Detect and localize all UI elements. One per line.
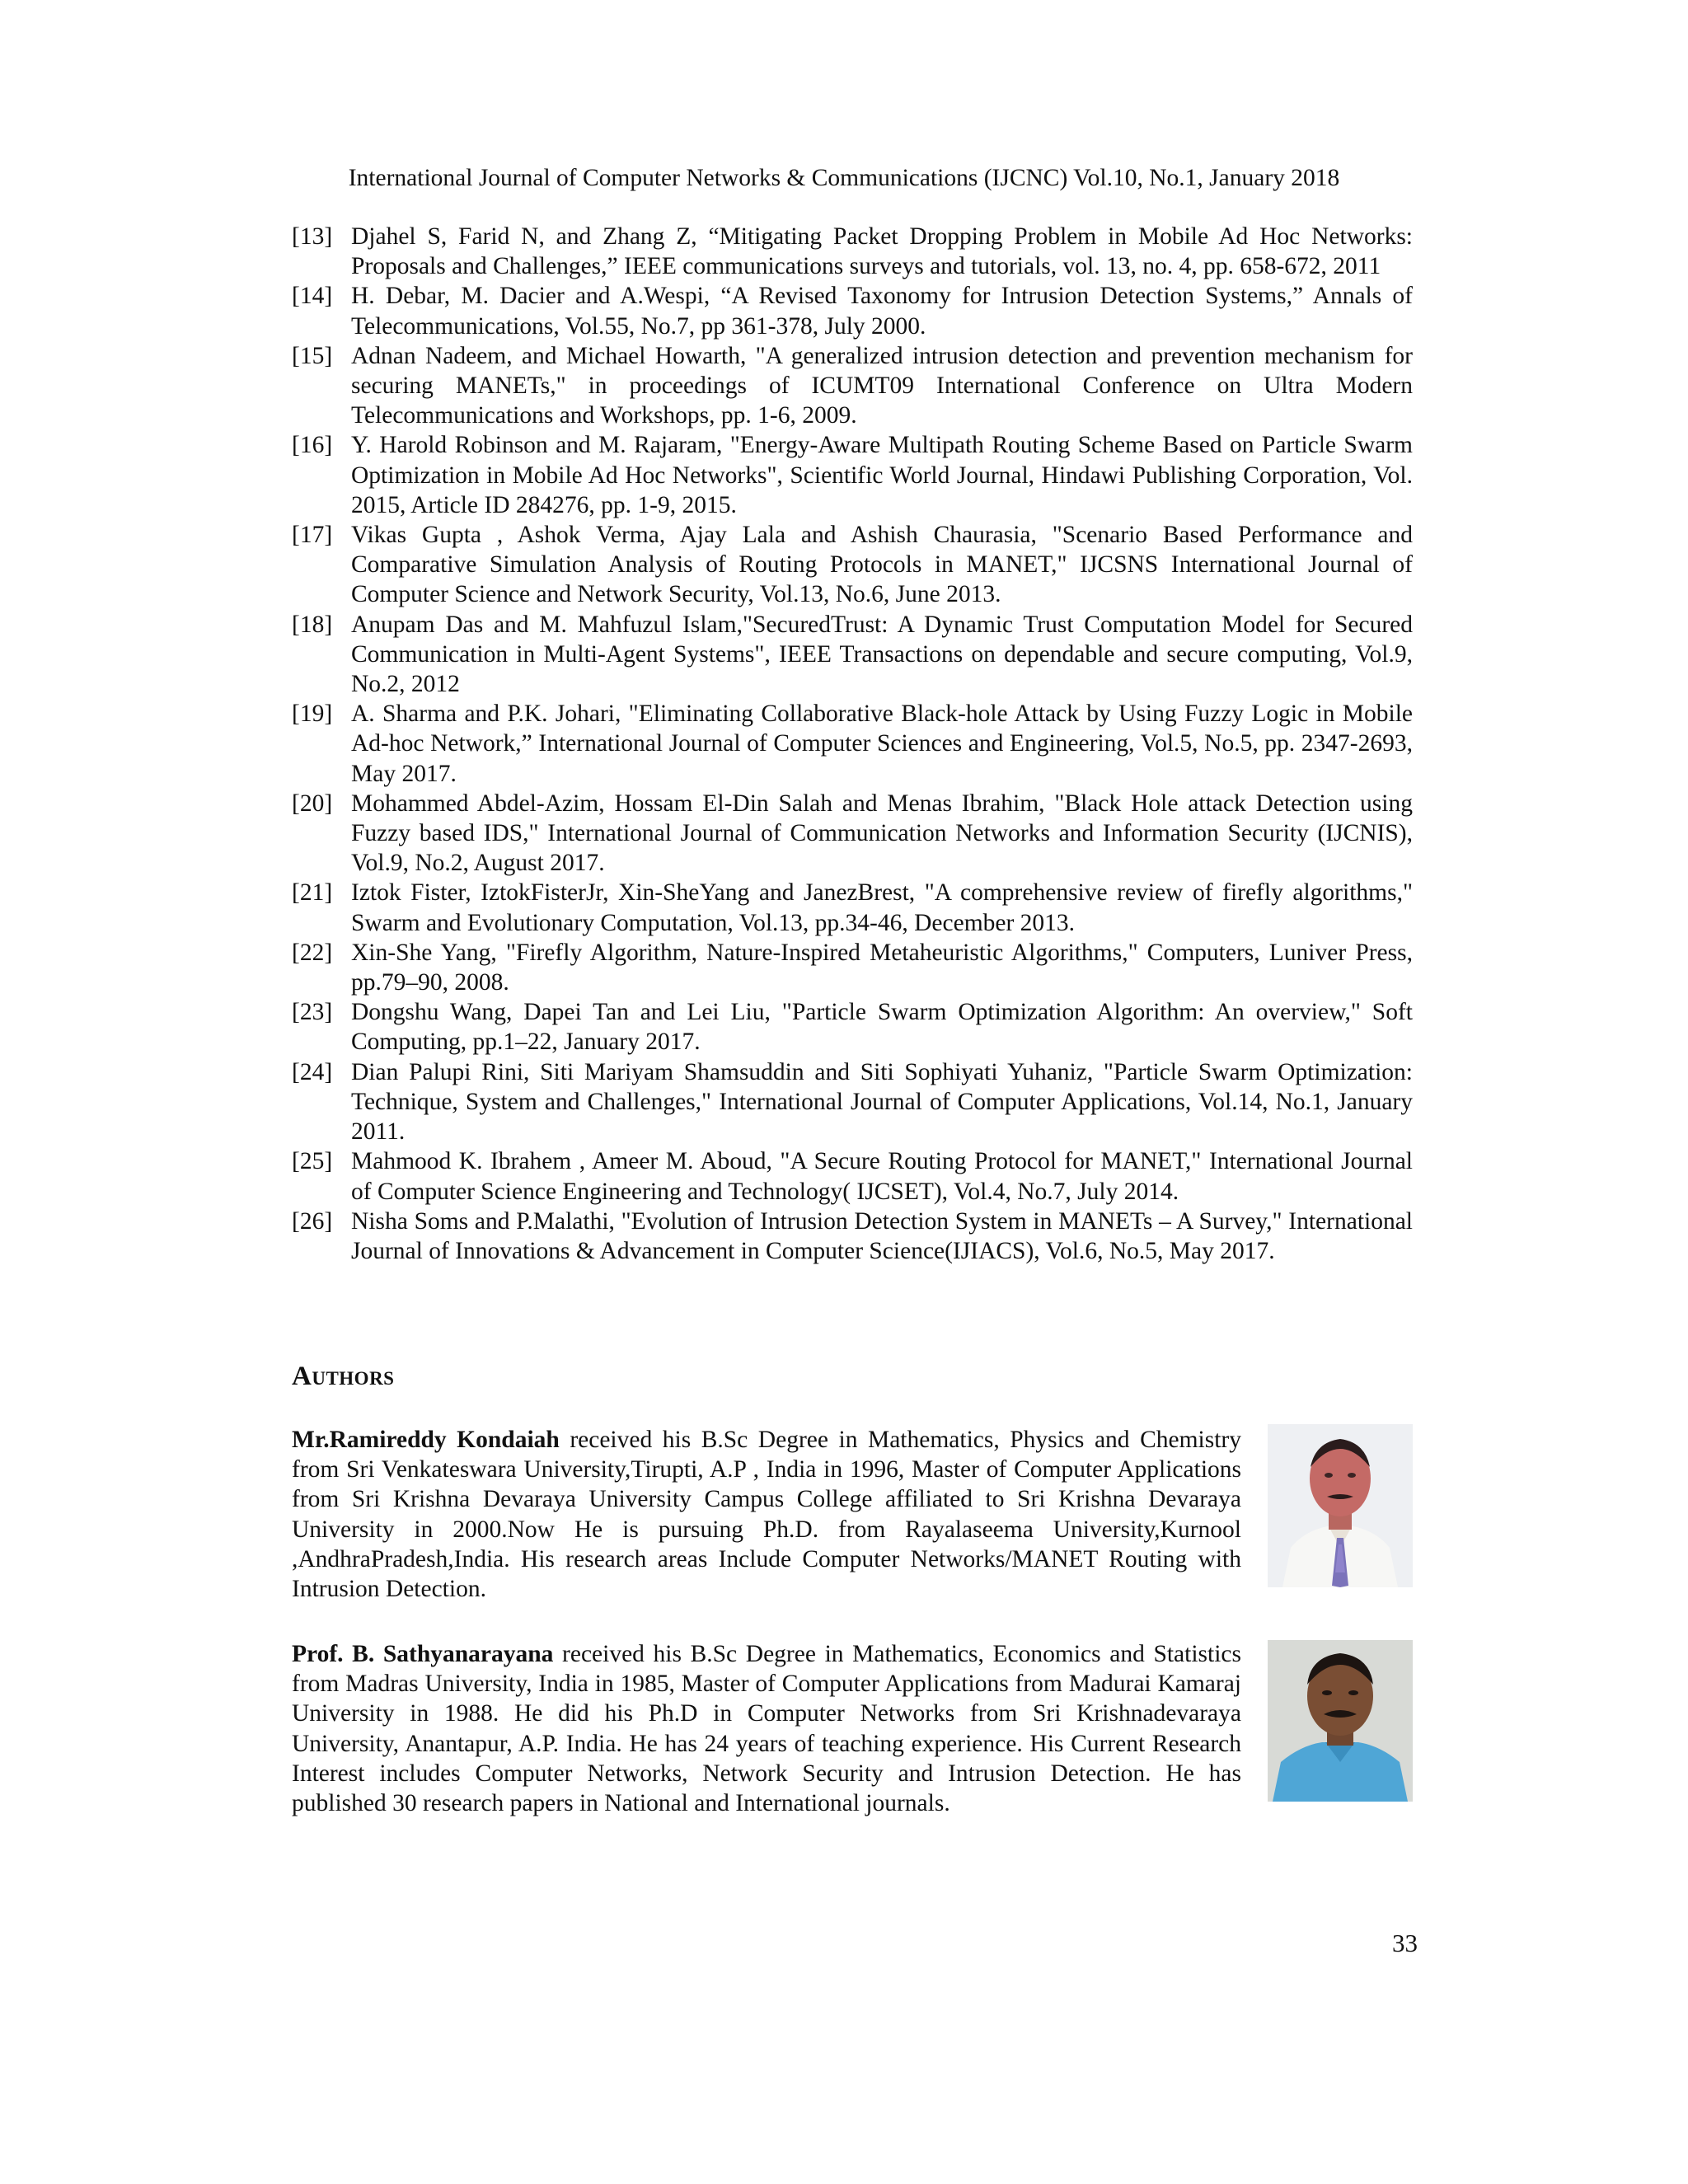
reference-text: Vikas Gupta , Ashok Verma, Ajay Lala and Ashish Chaurasia, "Scenario Based Performance and Comparative Simulation Analysis of Routing Protocols in MANET," IJCSNS International Journal of Computer Science and Network Security, Vol.13, No.6, June 2013. xyxy=(351,522,1413,608)
reference-item xyxy=(292,938,1413,997)
reference-number: [16] xyxy=(292,432,333,459)
reference-number: [15] xyxy=(292,342,333,369)
reference-item xyxy=(292,1146,1413,1206)
reference-text: Xin-She Yang, "Firefly Algorithm, Nature-Inspired Metaheuristic Algorithms," Computers, Luniver Press, pp.79–90, 2008. xyxy=(351,939,1413,996)
author-bio-text: received his B.Sc Degree in Mathematics, Economics and Statistics from Madras University, India in 1985, Master of Computer Applications from Madurai Kamaraj University in 1988. He did his Ph.D in Computer Networks from Sri Krishnadevaraya University, Anantapur, A.P. India. He has 24 years of teaching experience. His Current Research Interest includes Computer Networks, Network Security and Intrusion Detection. He has published 30 research papers in National and International journals. xyxy=(292,1641,1241,1817)
reference-item xyxy=(292,520,1413,610)
reference-item xyxy=(292,699,1413,789)
reference-list xyxy=(292,222,1413,1266)
reference-text: Djahel S, Farid N, and Zhang Z, “Mitigating Packet Dropping Problem in Mobile Ad Hoc Networks: Proposals and Challenges,” IEEE communications surveys and tutorials, vol. 13, no. 4, pp. 658-672, 2011 xyxy=(351,223,1413,280)
reference-number: [20] xyxy=(292,790,333,817)
author-photo xyxy=(1268,1640,1413,1802)
reference-number: [24] xyxy=(292,1058,333,1085)
reference-number: [26] xyxy=(292,1207,333,1235)
reference-number: [22] xyxy=(292,939,333,966)
author-photo xyxy=(1268,1424,1413,1587)
reference-text: Dongshu Wang, Dapei Tan and Lei Liu, "Particle Swarm Optimization Algorithm: An overview," Soft Computing, pp.1–22, January 2017. xyxy=(351,999,1413,1056)
authors-heading: Authors xyxy=(292,1361,395,1391)
reference-text: Mahmood K. Ibrahem , Ameer M. Aboud, "A Secure Routing Protocol for MANET," International Journal of Computer Science Engineering and Technology( IJCSET), Vol.4, No.7, July 2014. xyxy=(351,1148,1413,1205)
reference-text: Dian Palupi Rini, Siti Mariyam Shamsuddin and Siti Sophiyati Yuhaniz, "Particle Swarm Optimization: Technique, System and Challenges," International Journal of Computer Applications, Vol.14, No.1, January 2011. xyxy=(351,1058,1413,1146)
reference-text: Nisha Soms and P.Malathi, "Evolution of Intrusion Detection System in MANETs – A Survey," International Journal of Innovations & Advancement in Computer Science(IJIACS), Vol.6, No.5, May 2017. xyxy=(351,1207,1413,1264)
author-portrait-image xyxy=(1268,1640,1413,1802)
reference-text: H. Debar, M. Dacier and A.Wespi, “A Revised Taxonomy for Intrusion Detection Systems,” Annals of Telecommunications, Vol.55, No.7, pp 361-378, July 2000. xyxy=(351,283,1413,340)
author-bio xyxy=(292,1639,1241,1818)
reference-number: [14] xyxy=(292,283,333,310)
reference-number: [17] xyxy=(292,522,333,549)
reference-number: [23] xyxy=(292,999,333,1026)
reference-text: Mohammed Abdel-Azim, Hossam El-Din Salah and Menas Ibrahim, "Black Hole attack Detection using Fuzzy based IDS," International Journal of Communication Networks and Information Security (IJCNIS), Vol.9, No.2, August 2017. xyxy=(351,790,1413,877)
reference-text: Adnan Nadeem, and Michael Howarth, "A generalized intrusion detection and prevention mechanism for securing MANETs," in proceedings of ICUMT09 International Conference on Ultra Modern Telecommunications and Workshops, pp. 1-6, 2009. xyxy=(351,342,1413,429)
reference-item xyxy=(292,610,1413,700)
reference-item xyxy=(292,997,1413,1057)
reference-text: Iztok Fister, IztokFisterJr, Xin-SheYang and JanezBrest, "A comprehensive review of firefly algorithms," Swarm and Evolutionary Computation, Vol.13, pp.34-46, December 2013. xyxy=(351,879,1413,936)
author-name: Mr.Ramireddy Kondaiah xyxy=(292,1427,560,1453)
reference-item xyxy=(292,341,1413,431)
reference-number: [25] xyxy=(292,1148,333,1175)
reference-text: Anupam Das and M. Mahfuzul Islam,"SecuredTrust: A Dynamic Trust Computation Model for Secured Communication in Multi-Agent Systems", IEEE Transactions on dependable and secure computing, Vol.9, No.2, 2012 xyxy=(351,611,1413,698)
reference-number: [19] xyxy=(292,701,333,728)
reference-item xyxy=(292,430,1413,520)
running-header: International Journal of Computer Networks & Communications (IJCNC) Vol.10, No.1, January 2018 xyxy=(348,165,1340,191)
author-name: Prof. B. Sathyanarayana xyxy=(292,1641,554,1667)
author-portrait-image xyxy=(1268,1424,1413,1587)
reference-text: Y. Harold Robinson and M. Rajaram, "Energy-Aware Multipath Routing Scheme Based on Particle Swarm Optimization in Mobile Ad Hoc Networks", Scientific World Journal, Hindawi Publishing Corporation, Vol. 2015, Article ID 284276, pp. 1-9, 2015. xyxy=(351,432,1413,518)
reference-text: A. Sharma and P.K. Johari, "Eliminating Collaborative Black-hole Attack by Using Fuzzy Logic in Mobile Ad-hoc Network,” International Journal of Computer Sciences and Engineering, Vol.5, No.5, pp. 2347-2693, May 2017. xyxy=(351,701,1413,787)
reference-item xyxy=(292,1207,1413,1266)
reference-item xyxy=(292,281,1413,340)
page-number: 33 xyxy=(1392,1929,1418,1957)
reference-item xyxy=(292,222,1413,281)
author-bio xyxy=(292,1425,1241,1604)
reference-number: [18] xyxy=(292,611,333,638)
reference-number: [13] xyxy=(292,223,333,250)
author-bio-text: received his B.Sc Degree in Mathematics, Physics and Chemistry from Sri Venkateswara University,Tirupti, A.P , India in 1996, Master of Computer Applications from Sri Krishna Devaraya University Campus College affiliated to Sri Krishna Devaraya University in 2000.Now He is pursuing Ph.D. from Rayalaseema University,Kurnool ,AndhraPradesh,India. His research areas Include Computer Networks/MANET Routing with Intrusion Detection. xyxy=(292,1427,1241,1603)
reference-item xyxy=(292,1057,1413,1147)
reference-item xyxy=(292,878,1413,937)
reference-number: [21] xyxy=(292,879,333,907)
reference-item xyxy=(292,789,1413,879)
